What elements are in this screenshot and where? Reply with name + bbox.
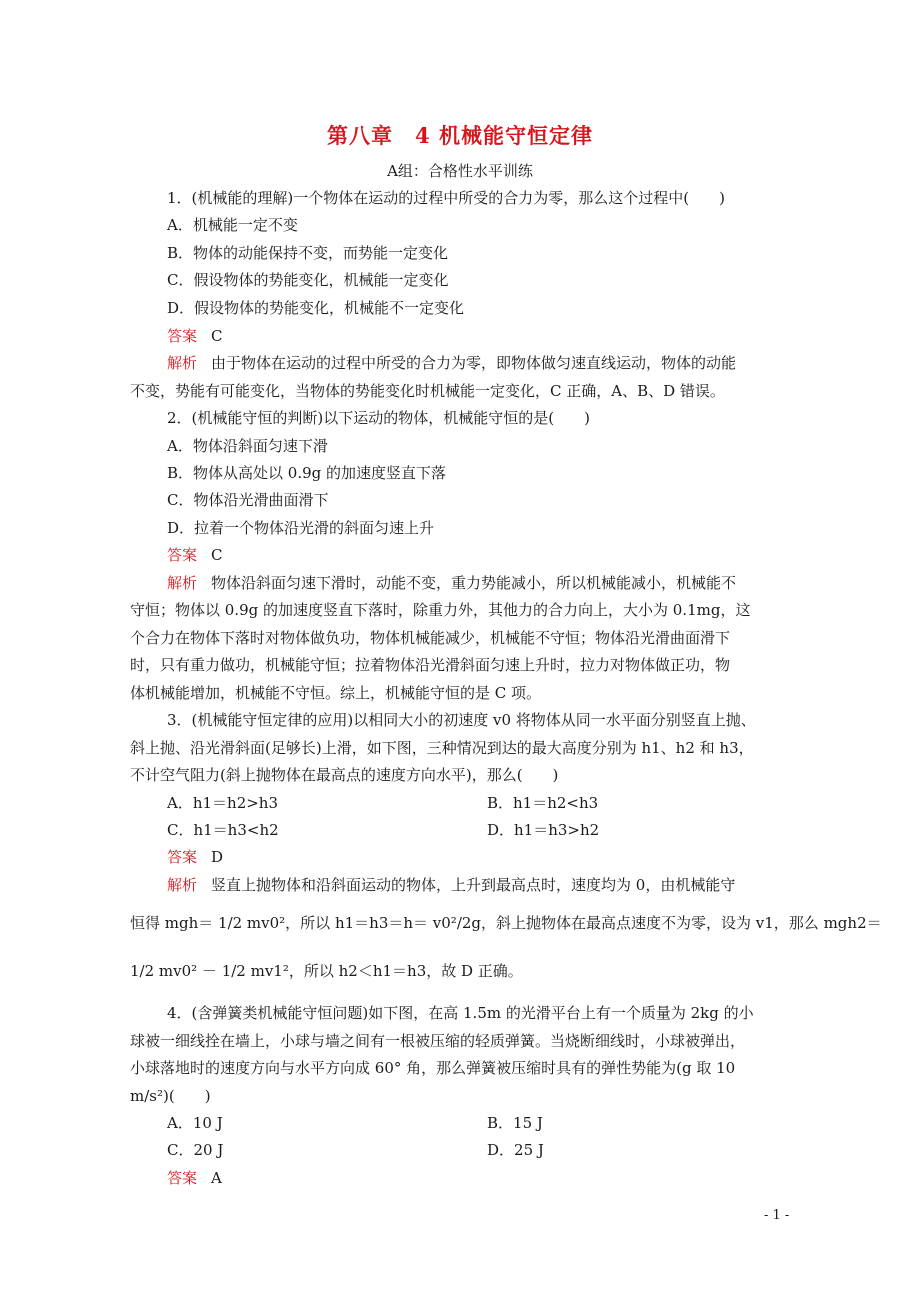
q1-analysis-1: 解析 由于物体在运动的过程中所受的合力为零，即物体做匀速直线运动，物体的动能 — [167, 354, 737, 372]
q1-analysis-2: 不变，势能有可能变化，当物体的势能变化时机械能一定变化，C 正确，A、B、D 错误。 — [130, 382, 725, 400]
q1-option-d: D．假设物体的势能变化，机械能不一定变化 — [167, 299, 465, 317]
q1-option-b: B．物体的动能保持不变，而势能一定变化 — [167, 244, 449, 262]
q4-stem-4: m/s²)( ) — [130, 1087, 211, 1105]
q2-option-b: B．物体从高处以 0.9g 的加速度竖直下落 — [167, 464, 447, 482]
q4-option-b: B．15 J — [487, 1114, 543, 1132]
q2-analysis-1: 解析 物体沿斜面匀速下滑时，动能不变，重力势能减小，所以机械能减小，机械能不 — [167, 574, 737, 592]
section-subtitle: A组：合格性水平训练 — [387, 162, 533, 180]
q3-option-d: D．h1＝h3>h2 — [487, 821, 600, 839]
q2-analysis-3: 个合力在物体下落时对物体做负功，物体机械能减少，机械能不守恒；物体沿光滑曲面滑下 — [130, 629, 731, 647]
q3-analysis-2: 恒得 mgh＝ 1/2 mv0²，所以 h1＝h3＝h＝ v0²/2g，斜上抛物体在最高点速度不为零，设为 v1，那么 mgh2＝ — [130, 914, 882, 932]
q2-answer: 答案 C — [167, 546, 223, 564]
q3-stem-3: 不计空气阻力(斜上抛物体在最高点的速度方向水平)，那么( ) — [130, 766, 559, 784]
q3-option-c: C．h1＝h3<h2 — [167, 821, 279, 839]
page-title: 第八章 4 机械能守恒定律 — [327, 123, 593, 148]
q4-stem-1: 4．(含弹簧类机械能守恒问题)如下图，在高 1.5m 的光滑平台上有一个质量为 2kg 的小 — [167, 1004, 754, 1022]
q2-analysis-5: 体机械能增加，机械能不守恒。综上，机械能守恒的是 C 项。 — [130, 684, 542, 702]
q4-stem-3: 小球落地时的速度方向与水平方向成 60° 角，那么弹簧被压缩时具有的弹性势能为(g 取 10 — [130, 1059, 736, 1077]
q1-answer: 答案 C — [167, 327, 223, 345]
q1-stem: 1．(机械能的理解)一个物体在运动的过程中所受的合力为零，那么这个过程中( ) — [167, 189, 725, 207]
q2-stem: 2．(机械能守恒的判断)以下运动的物体，机械能守恒的是( ) — [167, 409, 590, 427]
q2-option-a: A．物体沿斜面匀速下滑 — [167, 437, 328, 455]
q2-option-c: C．物体沿光滑曲面滑下 — [167, 491, 329, 509]
q2-analysis-4: 时，只有重力做功，机械能守恒；拉着物体沿光滑斜面匀速上升时，拉力对物体做正功，物 — [130, 656, 731, 674]
q3-answer: 答案 D — [167, 848, 224, 866]
q3-option-a: A．h1＝h2>h3 — [167, 794, 279, 812]
q4-answer: 答案 A — [167, 1169, 222, 1187]
q2-option-d: D．拉着一个物体沿光滑的斜面匀速上升 — [167, 519, 435, 537]
q2-analysis-2: 守恒；物体以 0.9g 的加速度竖直下落时，除重力外，其他力的合力向上，大小为 0.1mg，这 — [130, 601, 751, 619]
q3-analysis-1: 解析 竖直上抛物体和沿斜面运动的物体，上升到最高点时，速度均为 0，由机械能守 — [167, 876, 736, 894]
q4-option-d: D．25 J — [487, 1141, 544, 1159]
q1-option-a: A．机械能一定不变 — [167, 216, 298, 234]
q3-stem-2: 斜上抛、沿光滑斜面(足够长)上滑，如下图，三种情况到达的最大高度分别为 h1、h2 和 h3， — [130, 739, 754, 757]
q4-option-c: C．20 J — [167, 1141, 224, 1159]
q4-option-a: A．10 J — [167, 1114, 223, 1132]
q1-option-c: C．假设物体的势能变化，机械能一定变化 — [167, 271, 449, 289]
q3-option-b: B．h1＝h2<h3 — [487, 794, 599, 812]
q3-stem-1: 3．(机械能守恒定律的应用)以相同大小的初速度 v0 将物体从同一水平面分别竖直上抛、 — [167, 711, 756, 729]
page-number: - 1 - — [764, 1208, 790, 1223]
q4-stem-2: 球被一细线拴在墙上，小球与墙之间有一根被压缩的轻质弹簧。当烧断细线时，小球被弹出， — [130, 1032, 746, 1050]
q3-analysis-3: 1/2 mv0² － 1/2 mv1²，所以 h2＜h1＝h3，故 D 正确。 — [130, 962, 523, 980]
